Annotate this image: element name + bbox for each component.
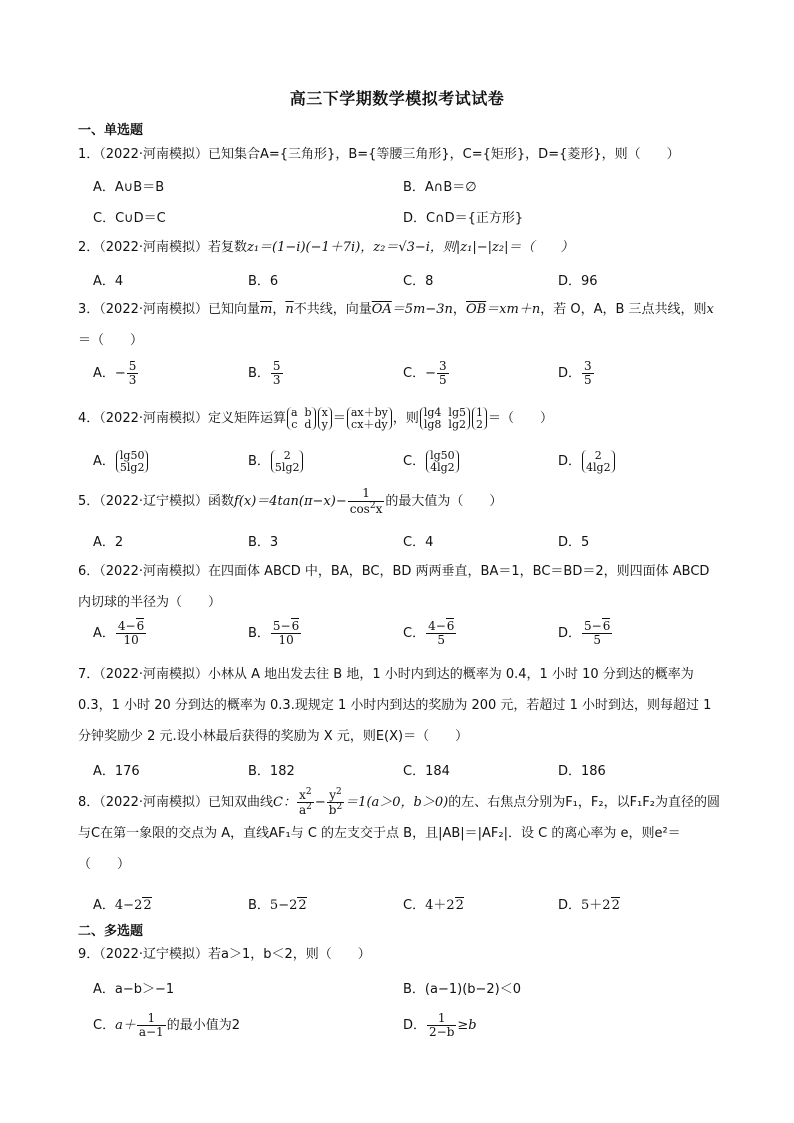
q3-stem-3: ，若 O，A，B 三点共线，则 xyxy=(540,302,707,317)
q5-option-b[interactable]: B．3 xyxy=(248,535,279,550)
question-6: 6．（2022·河南模拟）在四面体 ABCD 中，BA，BC，BD 两两垂直，BA＝1，BC＝BD＝2，则四面体 ABCD 内切球的半径为（ ） xyxy=(78,564,710,610)
question-4: 4．（2022·河南模拟）定义矩阵运算 a b c d x y ＝ ax＋by cx＋dy ，则 lg4 lg5 lg8 lg2 1 2 ＝（ ） xyxy=(78,405,553,431)
q5-stem-2: 的最大值为（ ） xyxy=(385,494,503,509)
q2-option-d[interactable]: D．96 xyxy=(558,274,598,289)
q1-option-d[interactable]: D．C∩D＝{正方形} xyxy=(403,211,524,226)
q5-option-a[interactable]: A．2 xyxy=(93,535,124,550)
q9-option-d[interactable]: D． $\frac{1}{2-b}$ ≥b xyxy=(403,1011,477,1040)
q7-option-c[interactable]: C．184 xyxy=(403,764,450,779)
q9-option-b[interactable]: B．(a−1)(b−2)＜0 xyxy=(403,982,522,997)
q3-option-b[interactable]: B． $\frac{5}{3}$ xyxy=(248,359,281,388)
q2-option-b[interactable]: B．6 xyxy=(248,274,279,289)
q1-option-b[interactable]: B．A∩B＝∅ xyxy=(403,180,477,195)
q9-option-c[interactable]: C．a＋ $\frac{1}{a-1}$ 的最小值为2 xyxy=(93,1011,240,1040)
question-7: 7．（2022·河南模拟）小林从 A 地出发去往 B 地，1 小时内到达的概率为 0.4，1 小时 10 分到达的概率为 0.3，1 小时 20 分到达的概率为 0.3.现规定 1 小时内到达的奖励为 200 元，若超过 1 小时到达，则每超过 1 分钟奖励少 2 元.设小林最后获得的奖励为 X 元，则E(X)＝（ ） xyxy=(78,667,712,744)
q6-option-a[interactable]: A． $\frac{4-6}{10}$ xyxy=(93,619,145,648)
question-9: 9．（2022·辽宁模拟）若a＞1，b＜2，则（ ） xyxy=(78,947,371,962)
q2-option-a[interactable]: A．4 xyxy=(93,274,124,289)
section-multi-choice: 二、多选题 xyxy=(78,924,144,939)
q8-option-d[interactable]: D．5＋22 xyxy=(558,898,620,913)
q6-option-d[interactable]: D． $\frac{5-6}{5}$ xyxy=(558,619,611,648)
q7-option-b[interactable]: B．182 xyxy=(248,764,295,779)
q9-option-c-text: 的最小值为2 xyxy=(166,1018,240,1034)
q9-option-c-label: C． xyxy=(93,1018,116,1034)
q5-stem-1: 5．（2022·辽宁模拟）函数 xyxy=(78,494,234,509)
q6-option-c[interactable]: C． $\frac{4-6}{5}$ xyxy=(403,619,455,648)
question-5: 5．（2022·辽宁模拟）函数f(x)＝4tan(π−x)− $\frac{1}{\cos^2x}$ 的最大值为（ ） xyxy=(78,486,503,516)
question-1: 1．（2022·河南模拟）已知集合A={三角形}，B={等腰三角形}，C={矩形}，D={菱形}，则（ ） xyxy=(78,147,680,162)
q5-option-c[interactable]: C．4 xyxy=(403,535,434,550)
q3-stem-1: 3．（2022·河南模拟）已知向量 xyxy=(78,302,260,317)
q1-option-a[interactable]: A．A∪B＝B xyxy=(93,180,165,195)
q9-option-a[interactable]: A．a−b＞−1 xyxy=(93,982,175,997)
q8-option-b[interactable]: B．5−22 xyxy=(248,898,307,913)
q4-option-d[interactable]: D． 2 4lg2 xyxy=(558,450,616,473)
q2-option-c[interactable]: C．8 xyxy=(403,274,434,289)
q4-option-c[interactable]: C． lg50 4lg2 xyxy=(403,450,460,473)
exam-title: 高三下学期数学模拟考试试卷 xyxy=(289,89,505,108)
q3-option-c[interactable]: C．− $\frac{3}{5}$ xyxy=(403,359,447,388)
section-single-choice: 一、单选题 xyxy=(78,123,144,138)
q3-option-a[interactable]: A．− $\frac{5}{3}$ xyxy=(93,359,137,388)
q5-option-d[interactable]: D．5 xyxy=(558,535,590,550)
q4-option-a[interactable]: A． lg50 5lg2 xyxy=(93,450,149,473)
q2-stem: 2．（2022·河南模拟）若复数 xyxy=(78,240,247,255)
q8-stem-2: 的左、右焦点分别为F₁，F₂，以F₁F₂为直径的圆与C在第一象限的交点为 A，直线AF₁与 C 的左支交于点 B，且|AB|＝|AF₂|．设 C 的离心率为 e，则e²＝（ ） xyxy=(78,795,720,872)
q9-option-d-label: D． xyxy=(403,1018,427,1034)
q4-stem-1: 4．（2022·河南模拟）定义矩阵运算 xyxy=(78,411,286,426)
q6-option-b[interactable]: B． $\frac{5-6}{10}$ xyxy=(248,619,300,648)
q8-option-c[interactable]: C．4＋22 xyxy=(403,898,464,913)
q4-option-b[interactable]: B． 2 5lg2 xyxy=(248,450,304,473)
q2-expression: z₁＝(1−i)(−1＋7i)，z₂＝√3−i，则|z₁|−|z₂|＝（ ） xyxy=(247,240,574,255)
q8-stem-1: 8．（2022·河南模拟）已知双曲线 xyxy=(78,795,273,810)
question-3: 3．（2022·河南模拟）已知向量$\overline{m}$，$\overline{n}$不共线，向量$\overline{OA}=5m-3n$，$\overline{OB}=xm+n$，若 O，A，B 三点共线，则x＝（ ） xyxy=(78,302,714,348)
q4-stem-2: ，则 xyxy=(392,411,419,426)
q4-stem-3: ＝（ ） xyxy=(487,411,553,426)
q3-stem-2: 不共线，向量 xyxy=(293,302,372,317)
q1-option-c[interactable]: C．C∪D＝C xyxy=(93,211,166,226)
q8-option-a[interactable]: A．4−22 xyxy=(93,898,152,913)
question-8: 8．（2022·河南模拟）已知双曲线C： $\frac{x^2}{a^2}$ − $\frac{y^2}{b^2}$ ＝1(a＞0，b＞0)的左、右焦点分别为F₁，F₂，以F₁F₂为直径的圆与C在第一象限的交点为 A，直线AF₁与 C 的左支交于点 B，且|AB|＝|AF₂|．设 C 的离心率为 e，则e²＝（ ） xyxy=(78,786,720,872)
q7-option-a[interactable]: A．176 xyxy=(93,764,140,779)
q3-option-d[interactable]: D． $\frac{3}{5}$ xyxy=(558,359,592,388)
q7-option-d[interactable]: D．186 xyxy=(558,764,606,779)
question-2 xyxy=(78,232,723,263)
